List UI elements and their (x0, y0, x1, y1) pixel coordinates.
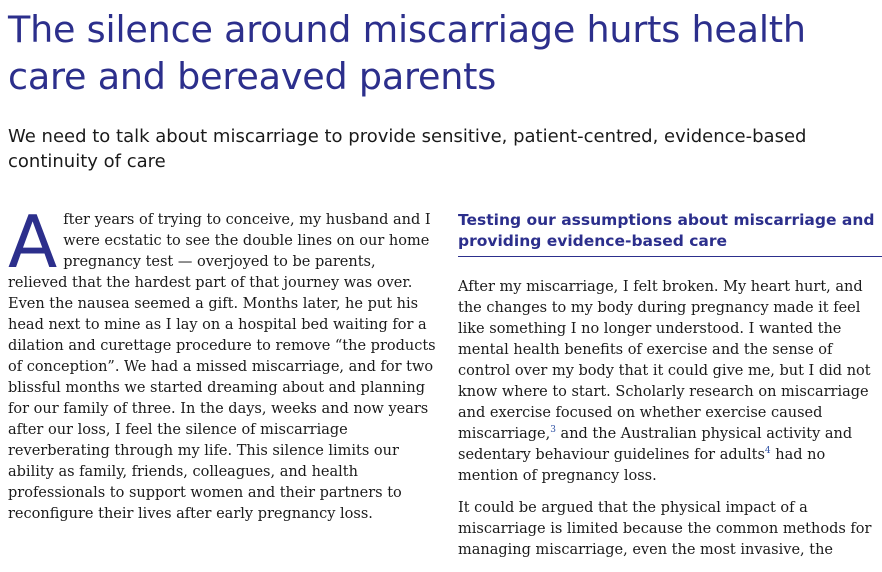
reference-link-3[interactable]: 3 (550, 425, 556, 436)
paragraph-text: After my miscarriage, I felt broken. My heart hurt, and the changes to my body during pregnancy made it feel like something I no longer understood. I wanted the mental health benefits of exercise and the sense of control over my body that it could give me, but I did not know where to start. Scholarly research on miscarriage and exercise focused on whether exercise caused miscarriage, (458, 279, 871, 442)
article-title: The silence around miscarriage hurts health care and bereaved parents (8, 8, 806, 98)
right-column (458, 210, 882, 572)
paragraph-text: had no mention of pregnancy loss. (458, 447, 826, 484)
section-paragraph-1 (458, 277, 882, 487)
reference-link-4[interactable]: 4 (764, 446, 771, 457)
left-column (8, 200, 438, 536)
article-subtitle: We need to talk about miscarriage to provide sensitive, patient-centred, evidence-based continuity of care (8, 126, 807, 172)
section-heading: Testing our assumptions about miscarriage and providing evidence-based care (458, 210, 882, 257)
paragraph-text: and the Australian physical activity and sedentary behaviour guidelines for adults (458, 426, 853, 463)
section-body (458, 277, 882, 561)
opening-paragraph (8, 200, 438, 525)
drop-cap: A (8, 200, 58, 284)
section-paragraph-2: It could be argued that the physical impact of a miscarriage is limited because the common methods for managing miscarriage, even the most invasive, the (458, 500, 872, 558)
opening-text: fter years of trying to conceive, my husband and I were ecstatic to see the double lines on our home pregnancy test — overjoyed to be parents, relieved that the hardest part of that journey was over. Even the nausea seemed a gift. Months later, he put his head next to mine as I lay on a hospital bed waiting for a dilation and curettage procedure to remove “the products of conception”. We had a missed miscarriage, and for two blissful months we started dreaming about and planning for our family of three. In the days, weeks and now years after our loss, I feel the silence of miscarriage reverberating through my life. This silence limits our ability as family, friends, colleagues, and health professionals to support women and their partners to reconfigure their lives after early pregnancy loss. (8, 212, 436, 522)
